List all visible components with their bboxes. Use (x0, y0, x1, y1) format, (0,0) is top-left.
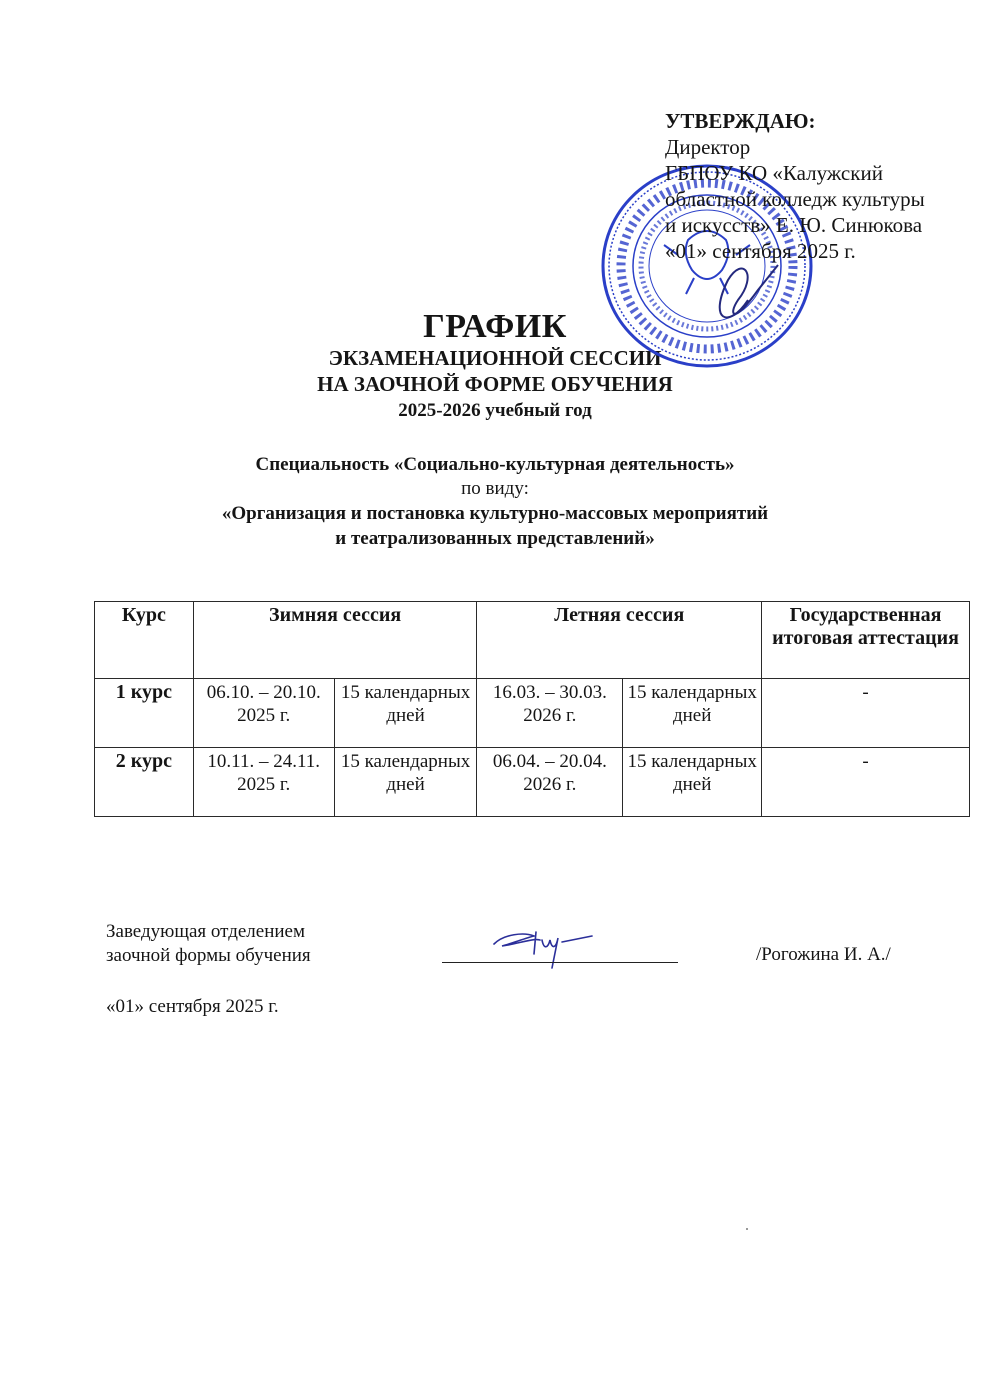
header-summer-session: Летняя сессия (477, 602, 762, 679)
specialty-line: по виду: (461, 478, 529, 499)
table-header-row (95, 602, 970, 679)
cell-winter-days: 15 календарных дней (334, 748, 477, 817)
approval-line: областной колледж культуры (665, 187, 925, 211)
signer-position-line: Заведующая отделением (106, 921, 306, 942)
scan-speck (746, 1228, 748, 1230)
signer-name: /Рогожина И. А./ (756, 944, 891, 965)
approval-line: Директор (665, 135, 751, 159)
specialty-line: «Организация и постановка культурно-массовых мероприятий (221, 503, 769, 524)
cell-winter-days: 15 календарных дней (334, 679, 477, 748)
document-subtitle: НА ЗАОЧНОЙ ФОРМЕ ОБУЧЕНИЯ (317, 372, 673, 396)
approval-line: и искусств» Е. Ю. Синюкова (665, 213, 923, 237)
cell-final: - (762, 748, 970, 817)
cell-course: 2 курс (95, 748, 194, 817)
document-title: ГРАФИК (423, 308, 567, 345)
specialty-line: и театрализованных представлений» (335, 528, 655, 549)
header-final-attestation: Государственная итоговая аттестация (762, 602, 970, 679)
table-row (95, 679, 970, 748)
cell-course: 1 курс (95, 679, 194, 748)
cell-final: - (762, 679, 970, 748)
approval-line: «01» сентября 2025 г. (665, 239, 856, 263)
table-row (95, 748, 970, 817)
cell-summer-days: 15 календарных дней (623, 748, 762, 817)
cell-summer-dates: 06.04. – 20.04. 2026 г. (477, 748, 623, 817)
header-course: Курс (95, 602, 194, 679)
signer-position (106, 920, 311, 968)
approval-line: ГБПОУ КО «Калужский (665, 161, 883, 185)
header-winter-session: Зимняя сессия (193, 602, 477, 679)
signature-line (442, 962, 678, 963)
approval-heading: УТВЕРЖДАЮ: (665, 109, 816, 133)
session-schedule-table (94, 601, 970, 817)
signature-date: «01» сентября 2025 г. (106, 996, 279, 1017)
cell-summer-dates: 16.03. – 30.03. 2026 г. (477, 679, 623, 748)
academic-year: 2025-2026 учебный год (398, 400, 592, 421)
document-subtitle: ЭКЗАМЕНАЦИОННОЙ СЕССИИ (328, 346, 662, 370)
cell-winter-dates: 10.11. – 24.11. 2025 г. (193, 748, 334, 817)
signer-position-line: заочной формы обучения (106, 945, 311, 966)
cell-summer-days: 15 календарных дней (623, 679, 762, 748)
approval-block (665, 108, 925, 264)
cell-winter-dates: 06.10. – 20.10. 2025 г. (193, 679, 334, 748)
specialty-line: Специальность «Социально-культурная деятельность» (255, 454, 735, 475)
